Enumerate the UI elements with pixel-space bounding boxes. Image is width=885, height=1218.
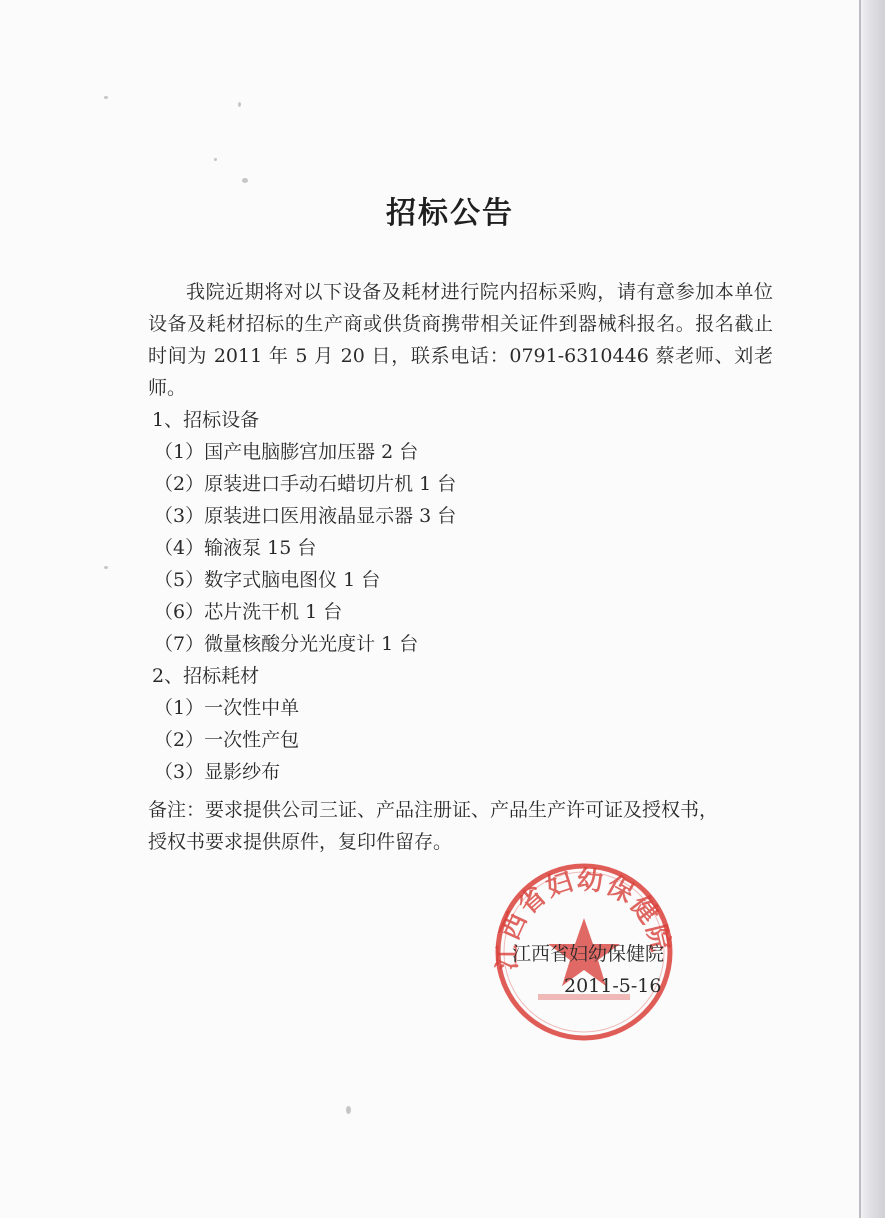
remarks (148, 794, 773, 858)
signature-block (512, 938, 692, 1002)
list-item: （3）显影纱布 (154, 761, 281, 783)
scan-speck (104, 96, 108, 99)
scan-speck (242, 178, 248, 183)
section-heading-equipment: 1、招标设备 (152, 409, 260, 431)
svg-text:江西省妇幼保健院: 江西省妇幼保健院 (492, 865, 676, 971)
scan-speck (346, 1106, 351, 1114)
list-item: （2）一次性产包 (154, 729, 300, 751)
list-item: （6）芯片洗干机 1 台 (154, 601, 343, 623)
page-title: 招标公告 (386, 196, 514, 232)
scan-speck (238, 102, 241, 107)
scan-edge-line (859, 0, 861, 1218)
remarks-line: 备注：要求提供公司三证、产品注册证、产品生产许可证及授权书， (148, 799, 719, 821)
list-item: （1）国产电脑膨宫加压器 2 台 (154, 441, 419, 463)
scan-edge (859, 0, 885, 1218)
list-item: （3）原装进口医用液晶显示器 3 台 (154, 505, 457, 527)
issue-date: 2011-5-16 (564, 975, 662, 997)
intro-paragraph: 我院近期将对以下设备及耗材进行院内招标采购，请有意参加本单位设备及耗材招标的生产商或供货商携带相关证件到器械科报名。报名截止时间为 2011 年 5 月 20 日，联系电话：0791-6310446 蔡老师、刘老师。 (148, 281, 773, 399)
remarks-line: 授权书要求提供原件，复印件留存。 (148, 831, 453, 853)
list-item: （7）微量核酸分光光度计 1 台 (154, 633, 419, 655)
notice-body (148, 276, 773, 858)
list-item: （5）数字式脑电图仪 1 台 (154, 569, 381, 591)
issuer-name: 江西省妇幼保健院 (512, 943, 665, 965)
scan-speck (104, 566, 108, 569)
list-item: （2）原装进口手动石蜡切片机 1 台 (154, 473, 457, 495)
scan-speck (214, 158, 217, 161)
list-item: （4）输液泵 15 台 (154, 537, 317, 559)
section-heading-consumables: 2、招标耗材 (152, 665, 260, 687)
list-item: （1）一次性中单 (154, 697, 300, 719)
